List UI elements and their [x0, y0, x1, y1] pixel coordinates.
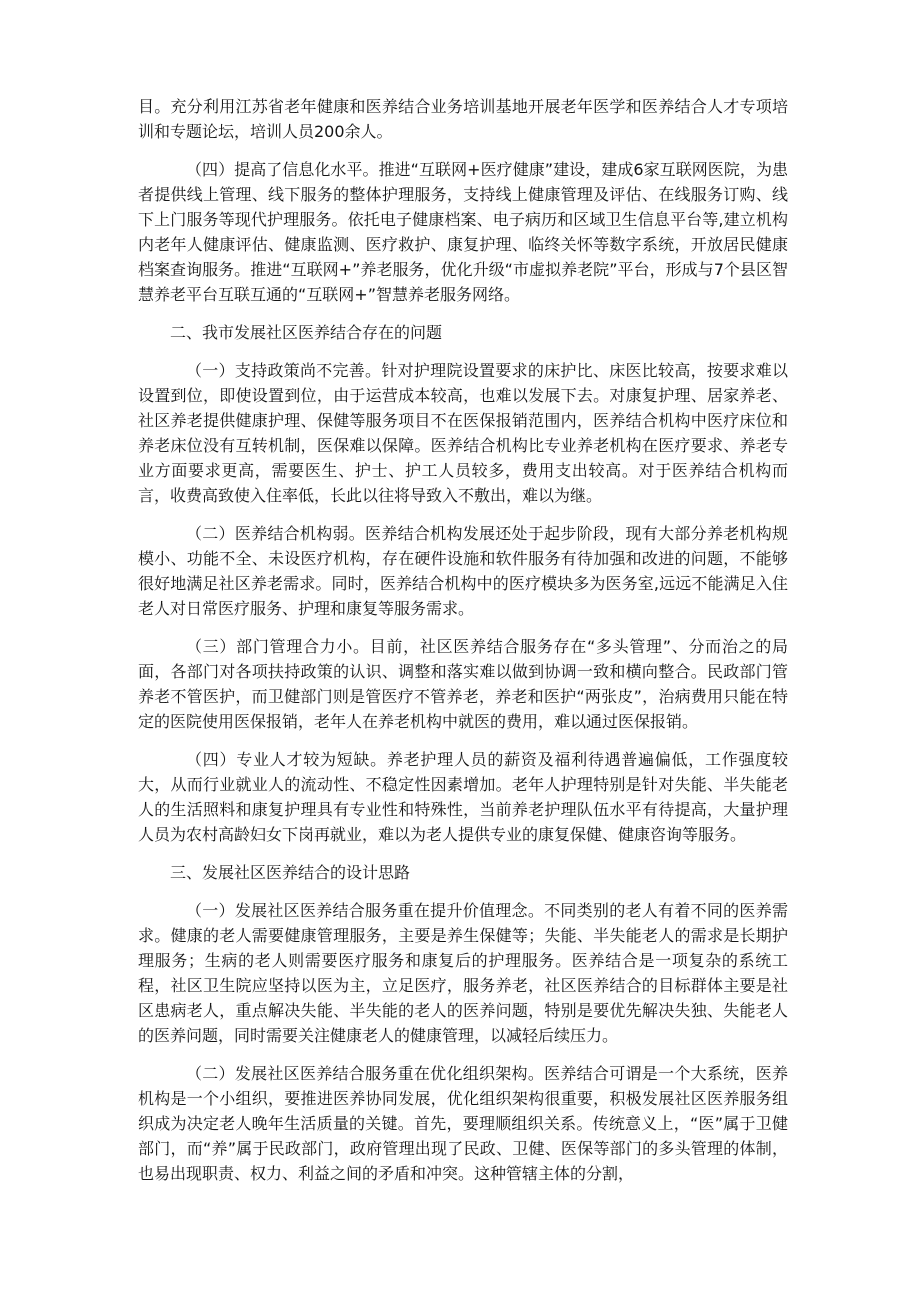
paragraph-institutions: （二）医养结合机构弱。医养结合机构发展还处于起步阶段，现有大部分养老机构规模小、功能不全、未设医疗机构，存在硬件设施和软件服务有待加强和改进的问题，不能够很好地满足社区养老需求。同时，医养结合机构中的医疗模块多为医务室,远远不能满足入住老人对日常医疗服务、护理和康复等服务需求。: [138, 524, 788, 618]
paragraph-informatization: （四）提高了信息化水平。推进“互联网+医疗健康”建设，建成6家互联网医院，为患者提供线上管理、线下服务的整体护理服务，支持线上健康管理及评估、在线服务订购、线下上门服务等现代护理服务。依托电子健康档案、电子病历和区域卫生信息平台等,建立机构内老年人健康评估、健康监测、医疗救护、康复护理、临终关怀等数字系统，开放居民健康档案查询服务。推进“互联网+”养老服务，优化升级“市虚拟养老院”平台，形成与7个县区智慧养老平台互联互通的“互联网+”智慧养老服务网络。: [138, 160, 788, 304]
paragraph-continuation: 目。充分利用江苏省老年健康和医养结合业务培训基地开展老年医学和医养结合人才专项培训和专题论坛，培训人员200余人。: [138, 97, 788, 141]
paragraph-management: （三）部门管理合力小。目前，社区医养结合服务存在“多头管理”、分而治之的局面，各部门对各项扶持政策的认识、调整和落实难以做到协调一致和横向整合。民政部门管养老不管医护，而卫健部门则是管医疗不管养老，养老和医护“两张皮”，治病费用只能在特定的医院使用医保报销，老年人在养老机构中就医的费用，难以通过医保报销。: [138, 637, 788, 731]
paragraph-policy: （一）支持政策尚不完善。针对护理院设置要求的床护比、床医比较高，按要求难以设置到位，即使设置到位，由于运营成本较高，也难以发展下去。对康复护理、居家养老、社区养老提供健康护理、保健等服务项目不在医保报销范围内，医养结合机构中医疗床位和养老床位没有互转机制，医保难以保障。医养结合机构比专业养老机构在医疗要求、养老专业方面要求更高，需要医生、护士、护工人员较多，费用支出较高。对于医养结合机构而言，收费高致使入住率低，长此以往将导致入不敷出，难以为继。: [138, 361, 788, 505]
document-page: [138, 94, 788, 1199]
paragraph-organization: （二）发展社区医养结合服务重在优化组织架构。医养结合可谓是一个大系统，医养机构是一个小组织，要推进医养协同发展，优化组织架构很重要，积极发展社区医养服务组织成为决定老人晚年生活质量的关键。首先，要理顺组织关系。传统意义上，“医”属于卫健部门，而“养”属于民政部门，政府管理出现了民政、卫健、医保等部门的多头管理的体制，也易出现职责、权力、利益之间的矛盾和冲突。这种管辖主体的分割，: [138, 1064, 788, 1183]
section-heading-problems: 二、我市发展社区医养结合存在的问题: [170, 323, 443, 342]
paragraph-values: （一）发展社区医养结合服务重在提升价值理念。不同类别的老人有着不同的医养需求。健康的老人需要健康管理服务，主要是养生保健等；失能、半失能老人的需求是长期护理服务；生病的老人则需要医疗服务和康复后的护理服务。医养结合是一项复杂的系统工程，社区卫生院应坚持以医为主，立足医疗，服务养老，社区医养结合的目标群体主要是社区患病老人，重点解决失能、半失能的老人的医养问题，特别是要优先解决失独、失能老人的医养问题，同时需要关注健康老人的健康管理，以减轻后续压力。: [138, 901, 788, 1045]
section-heading-design: 三、发展社区医养结合的设计思路: [170, 863, 411, 882]
paragraph-talent: （四）专业人才较为短缺。养老护理人员的薪资及福利待遇普遍偏低，工作强度较大，从而行业就业人的流动性、不稳定性因素增加。老年人护理特别是针对失能、半失能老人的生活照料和康复护理具有专业性和特殊性，当前养老护理队伍水平有待提高，大量护理人员为农村高龄妇女下岗再就业，难以为老人提供专业的康复保健、健康咨询等服务。: [138, 750, 788, 844]
